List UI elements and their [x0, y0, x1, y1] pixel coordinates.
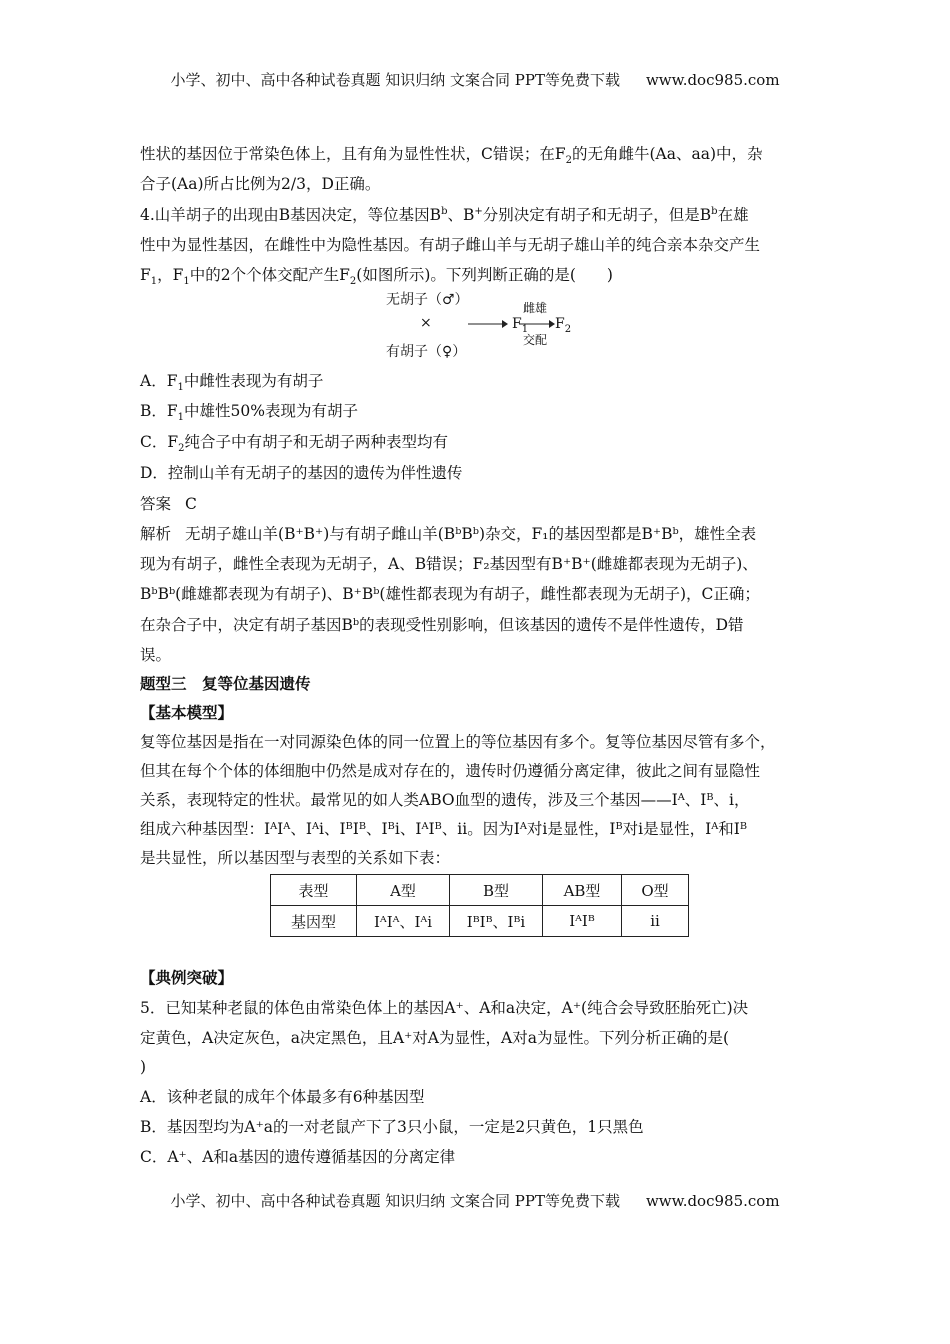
intro-line-1: 性状的基因位于常染色体上，且有角为显性性状，C错误；在$F_2$的无角雌牛(Aa、aa)中，杂: [140, 145, 763, 167]
header-text: 小学、初中、高中各种试卷真题 知识归纳 文案合同 PPT等免费下载: [170, 71, 620, 89]
diagram-label-top: 雌雄: [523, 301, 548, 315]
table-header-row: [271, 875, 689, 906]
q4-line-3: $F_1$，$F_1$中的2个个体交配产生$F_2$(如图所示)。下列判断正确的是( ): [140, 266, 613, 288]
genotype-table: [270, 874, 689, 937]
page-header: [0, 69, 950, 90]
page-footer: [0, 1190, 950, 1211]
table-row-label: 基因型: [271, 906, 357, 937]
example-title: 【典例突破】: [140, 968, 234, 987]
model-line-3: 关系，表现特定的性状。最常见的如人类ABO血型的遗传，涉及三个基因——Iᴬ、Iᴮ、i，: [140, 791, 750, 809]
diagram-f2: $F_2$: [555, 316, 572, 335]
model-line-5: 是共显性，所以基因型与表型的关系如下表：: [140, 849, 451, 867]
q4-option-d: D．控制山羊有无胡子的基因的遗传为伴性遗传: [140, 464, 463, 482]
diagram-f1: $F_1$: [512, 316, 529, 335]
footer-text: 小学、初中、高中各种试卷真题 知识归纳 文案合同 PPT等免费下载: [170, 1192, 620, 1210]
analysis-line-1: 解析 无胡子雄山羊(B⁺B⁺)与有胡子雌山羊(BᵇBᵇ)杂交，F₁的基因型都是B⁺Bᵇ，雄性全表: [140, 525, 757, 543]
q4-option-b: B．$F_1$中雄性50%表现为有胡子: [140, 402, 358, 424]
footer-site-link[interactable]: www.doc985.com: [645, 1192, 780, 1210]
q4-line-1: 4.山羊胡子的出现由B基因决定，等位基因$B^b$、B+分别决定有胡子和无胡子，但是$B^b$在雄: [140, 205, 749, 224]
analysis-line-3: BᵇBᵇ(雌雄都表现为有胡子)、B⁺Bᵇ(雄性都表现为有胡子，雌性都表现为无胡子)，C正确；: [140, 585, 760, 603]
cross-diagram: [382, 289, 582, 361]
analysis-line-2: 现为有胡子，雌性全表现为无胡子，A、B错误；F₂基因型有B⁺B⁺(雌雄都表现为无胡子)、: [140, 555, 758, 573]
table-cell: IᴬIᴮ: [543, 906, 622, 937]
table-cell: IᴮIᴮ、Iᴮi: [450, 906, 543, 937]
section-title: 题型三 复等位基因遗传: [140, 674, 311, 693]
diagram-female-parent: 有胡子（♀）: [386, 344, 467, 360]
table-cell: IᴬIᴬ、Iᴬi: [357, 906, 450, 937]
q5-line-2: 定黄色，A决定灰色，a决定黑色，且A⁺对A为显性，A对a为显性。下列分析正确的是(: [140, 1029, 729, 1047]
table-header-cell: B型: [450, 875, 543, 906]
intro-line-2: 合子(Aa)所占比例为2/3，D正确。: [140, 175, 381, 193]
model-line-2: 但其在每个个体的体细胞中仍然是成对存在的，遗传时仍遵循分离定律，彼此之间有显隐性: [140, 762, 761, 780]
table-row: [271, 906, 689, 937]
table-header-cell: O型: [622, 875, 689, 906]
q5-option-b: B．基因型均为A⁺a的一对老鼠产下了3只小鼠，一定是2只黄色，1只黑色: [140, 1118, 644, 1136]
q5-line-3: ): [140, 1058, 147, 1076]
analysis-line-4: 在杂合子中，决定有胡子基因Bᵇ的表现受性别影响，但该基因的遗传不是伴性遗传，D错: [140, 616, 744, 634]
q4-option-c: C．$F_2$纯合子中有胡子和无胡子两种表型均有: [140, 433, 449, 455]
diagram-label-bottom: 交配: [523, 333, 548, 347]
diagram-male-parent: 无胡子（♂）: [386, 292, 469, 308]
model-line-1: 复等位基因是指在一对同源染色体的同一位置上的等位基因有多个。复等位基因尽管有多个，: [140, 733, 776, 751]
diagram-arrow-1: [468, 319, 508, 329]
q4-answer: 答案 C: [140, 495, 197, 513]
q4-line-2: 性中为显性基因，在雌性中为隐性基因。有胡子雌山羊与无胡子雄山羊的纯合亲本杂交产生: [140, 236, 761, 254]
model-line-4: 组成六种基因型：IᴬIᴬ、Iᴬi、IᴮIᴮ、Iᴮi、IᴬIᴮ、ii。因为Iᴬ对i是显性，Iᴮ对i是显性，Iᴬ和Iᴮ: [140, 820, 748, 838]
q4-option-a: A．$F_1$中雌性表现为有胡子: [140, 372, 324, 394]
table-header-cell: 表型: [271, 875, 357, 906]
q5-option-c: C．A⁺、A和a基因的遗传遵循基因的分离定律: [140, 1148, 456, 1166]
q5-line-1: 5．已知某种老鼠的体色由常染色体上的基因A⁺、A和a决定，A⁺(纯合会导致胚胎死亡)决: [140, 999, 749, 1017]
header-site-link[interactable]: www.doc985.com: [645, 71, 780, 89]
diagram-arrow-2: [519, 319, 555, 329]
diagram-cross-symbol: ×: [420, 315, 432, 331]
analysis-line-5: 误。: [140, 646, 172, 664]
model-title: 【基本模型】: [140, 703, 234, 722]
table-header-cell: A型: [357, 875, 450, 906]
q5-option-a: A．该种老鼠的成年个体最多有6种基因型: [140, 1088, 425, 1106]
table-header-cell: AB型: [543, 875, 622, 906]
table-cell: ii: [622, 906, 689, 937]
